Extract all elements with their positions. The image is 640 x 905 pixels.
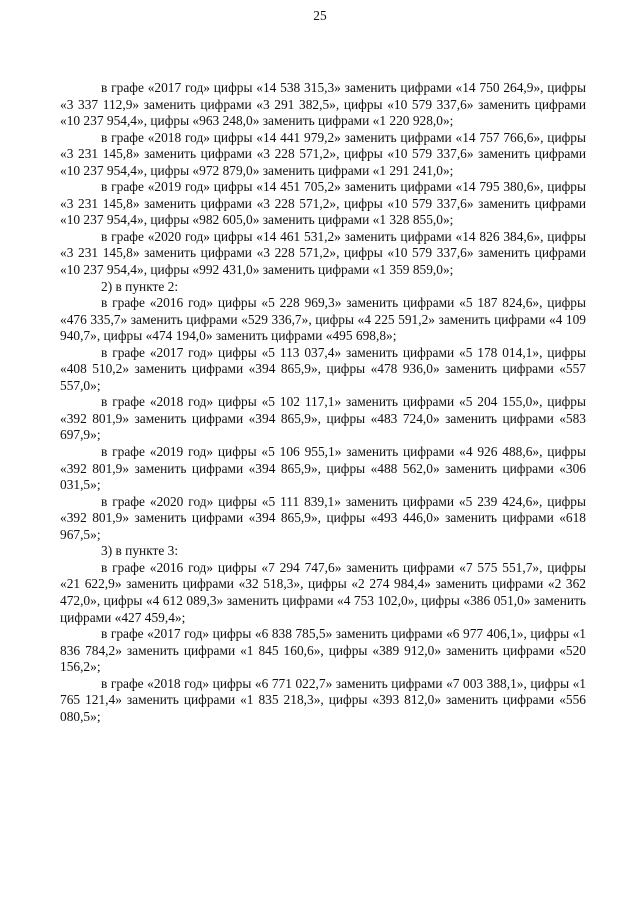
paragraph-2018-item2: в графе «2018 год» цифры «5 102 117,1» заменить цифрами «5 204 155,0», цифры «392 801,9» заменить цифрами «394 865,9», цифры «483 724,0» заменить цифрами «583 697,9»; (60, 394, 586, 443)
paragraph-2019-item2: в графе «2019 год» цифры «5 106 955,1» заменить цифрами «4 926 488,6», цифры «392 801,9» заменить цифрами «394 865,9», цифры «488 562,0» заменить цифрами «306 031,5»; (60, 444, 586, 493)
paragraph-2017-item3: в графе «2017 год» цифры «6 838 785,5» заменить цифрами «6 977 406,1», цифры «1 836 784,2» заменить цифрами «1 845 160,6», цифры «389 912,0» заменить цифрами «520 156,2»; (60, 626, 586, 675)
page-number: 25 (313, 8, 327, 23)
paragraph-2020-item1: в графе «2020 год» цифры «14 461 531,2» заменить цифрами «14 826 384,6», цифры «3 231 145,8» заменить цифрами «3 228 571,2», цифры «10 579 337,6» заменить цифрами «10 237 954,4», цифры «992 431,0» заменить цифрами «1 359 859,0»; (60, 228, 586, 278)
paragraph-2018-item1: в графе «2018 год» цифры «14 441 979,2» заменить цифрами «14 757 766,6», цифры «3 231 145,8» заменить цифрами «3 228 571,2», цифры «10 579 337,6» заменить цифрами «10 237 954,4», цифры «972 879,0» заменить цифрами «1 291 241,0»; (60, 129, 586, 178)
section-heading-item3: 3) в пункте 3: (101, 543, 179, 559)
document-body (60, 80, 586, 725)
paragraph-2016-item3: в графе «2016 год» цифры «7 294 747,6» заменить цифрами «7 575 551,7», цифры «21 622,9» заменить цифрами «32 518,3», цифры «2 274 984,4» заменить цифрами «2 362 472,0», цифры «4 612 089,3» заменить цифрами «4 753 102,0», цифры «386 051,0» заменить цифрами «427 459,4»; (60, 559, 586, 625)
paragraph-2016-item2: в графе «2016 год» цифры «5 228 969,3» заменить цифрами «5 187 824,6», цифры «476 335,7» заменить цифрами «529 336,7», цифры «4 225 591,2» заменить цифрами «4 109 940,7», цифры «474 194,0» заменить цифрами «495 698,8»; (60, 295, 586, 344)
section-heading-item2: 2) в пункте 2: (101, 278, 179, 294)
paragraph-2019-item1: в графе «2019 год» цифры «14 451 705,2» заменить цифрами «14 795 380,6», цифры «3 231 145,8» заменить цифрами «3 228 571,2», цифры «10 579 337,6» заменить цифрами «10 237 954,4», цифры «982 605,0» заменить цифрами «1 328 855,0»; (60, 179, 586, 228)
paragraph-2017-item1: в графе «2017 год» цифры «14 538 315,3» заменить цифрами «14 750 264,9», цифры «3 337 112,9» заменить цифрами «3 291 382,5», цифры «10 579 337,6» заменить цифрами «10 237 954,4», цифры «963 248,0» заменить цифрами «1 220 928,0»; (60, 80, 586, 129)
paragraph-2018-item3: в графе «2018 год» цифры «6 771 022,7» заменить цифрами «7 003 388,1», цифры «1 765 121,4» заменить цифрами «1 835 218,3», цифры «393 812,0» заменить цифрами «556 080,5»; (60, 675, 586, 724)
paragraph-2017-item2: в графе «2017 год» цифры «5 113 037,4» заменить цифрами «5 178 014,1», цифры «408 510,2» заменить цифрами «394 865,9», цифры «478 936,0» заменить цифрами «557 557,0»; (60, 344, 586, 393)
paragraph-2020-item2: в графе «2020 год» цифры «5 111 839,1» заменить цифрами «5 239 424,6», цифры «392 801,9» заменить цифрами «394 865,9», цифры «493 446,0» заменить цифрами «618 967,5»; (60, 493, 586, 542)
